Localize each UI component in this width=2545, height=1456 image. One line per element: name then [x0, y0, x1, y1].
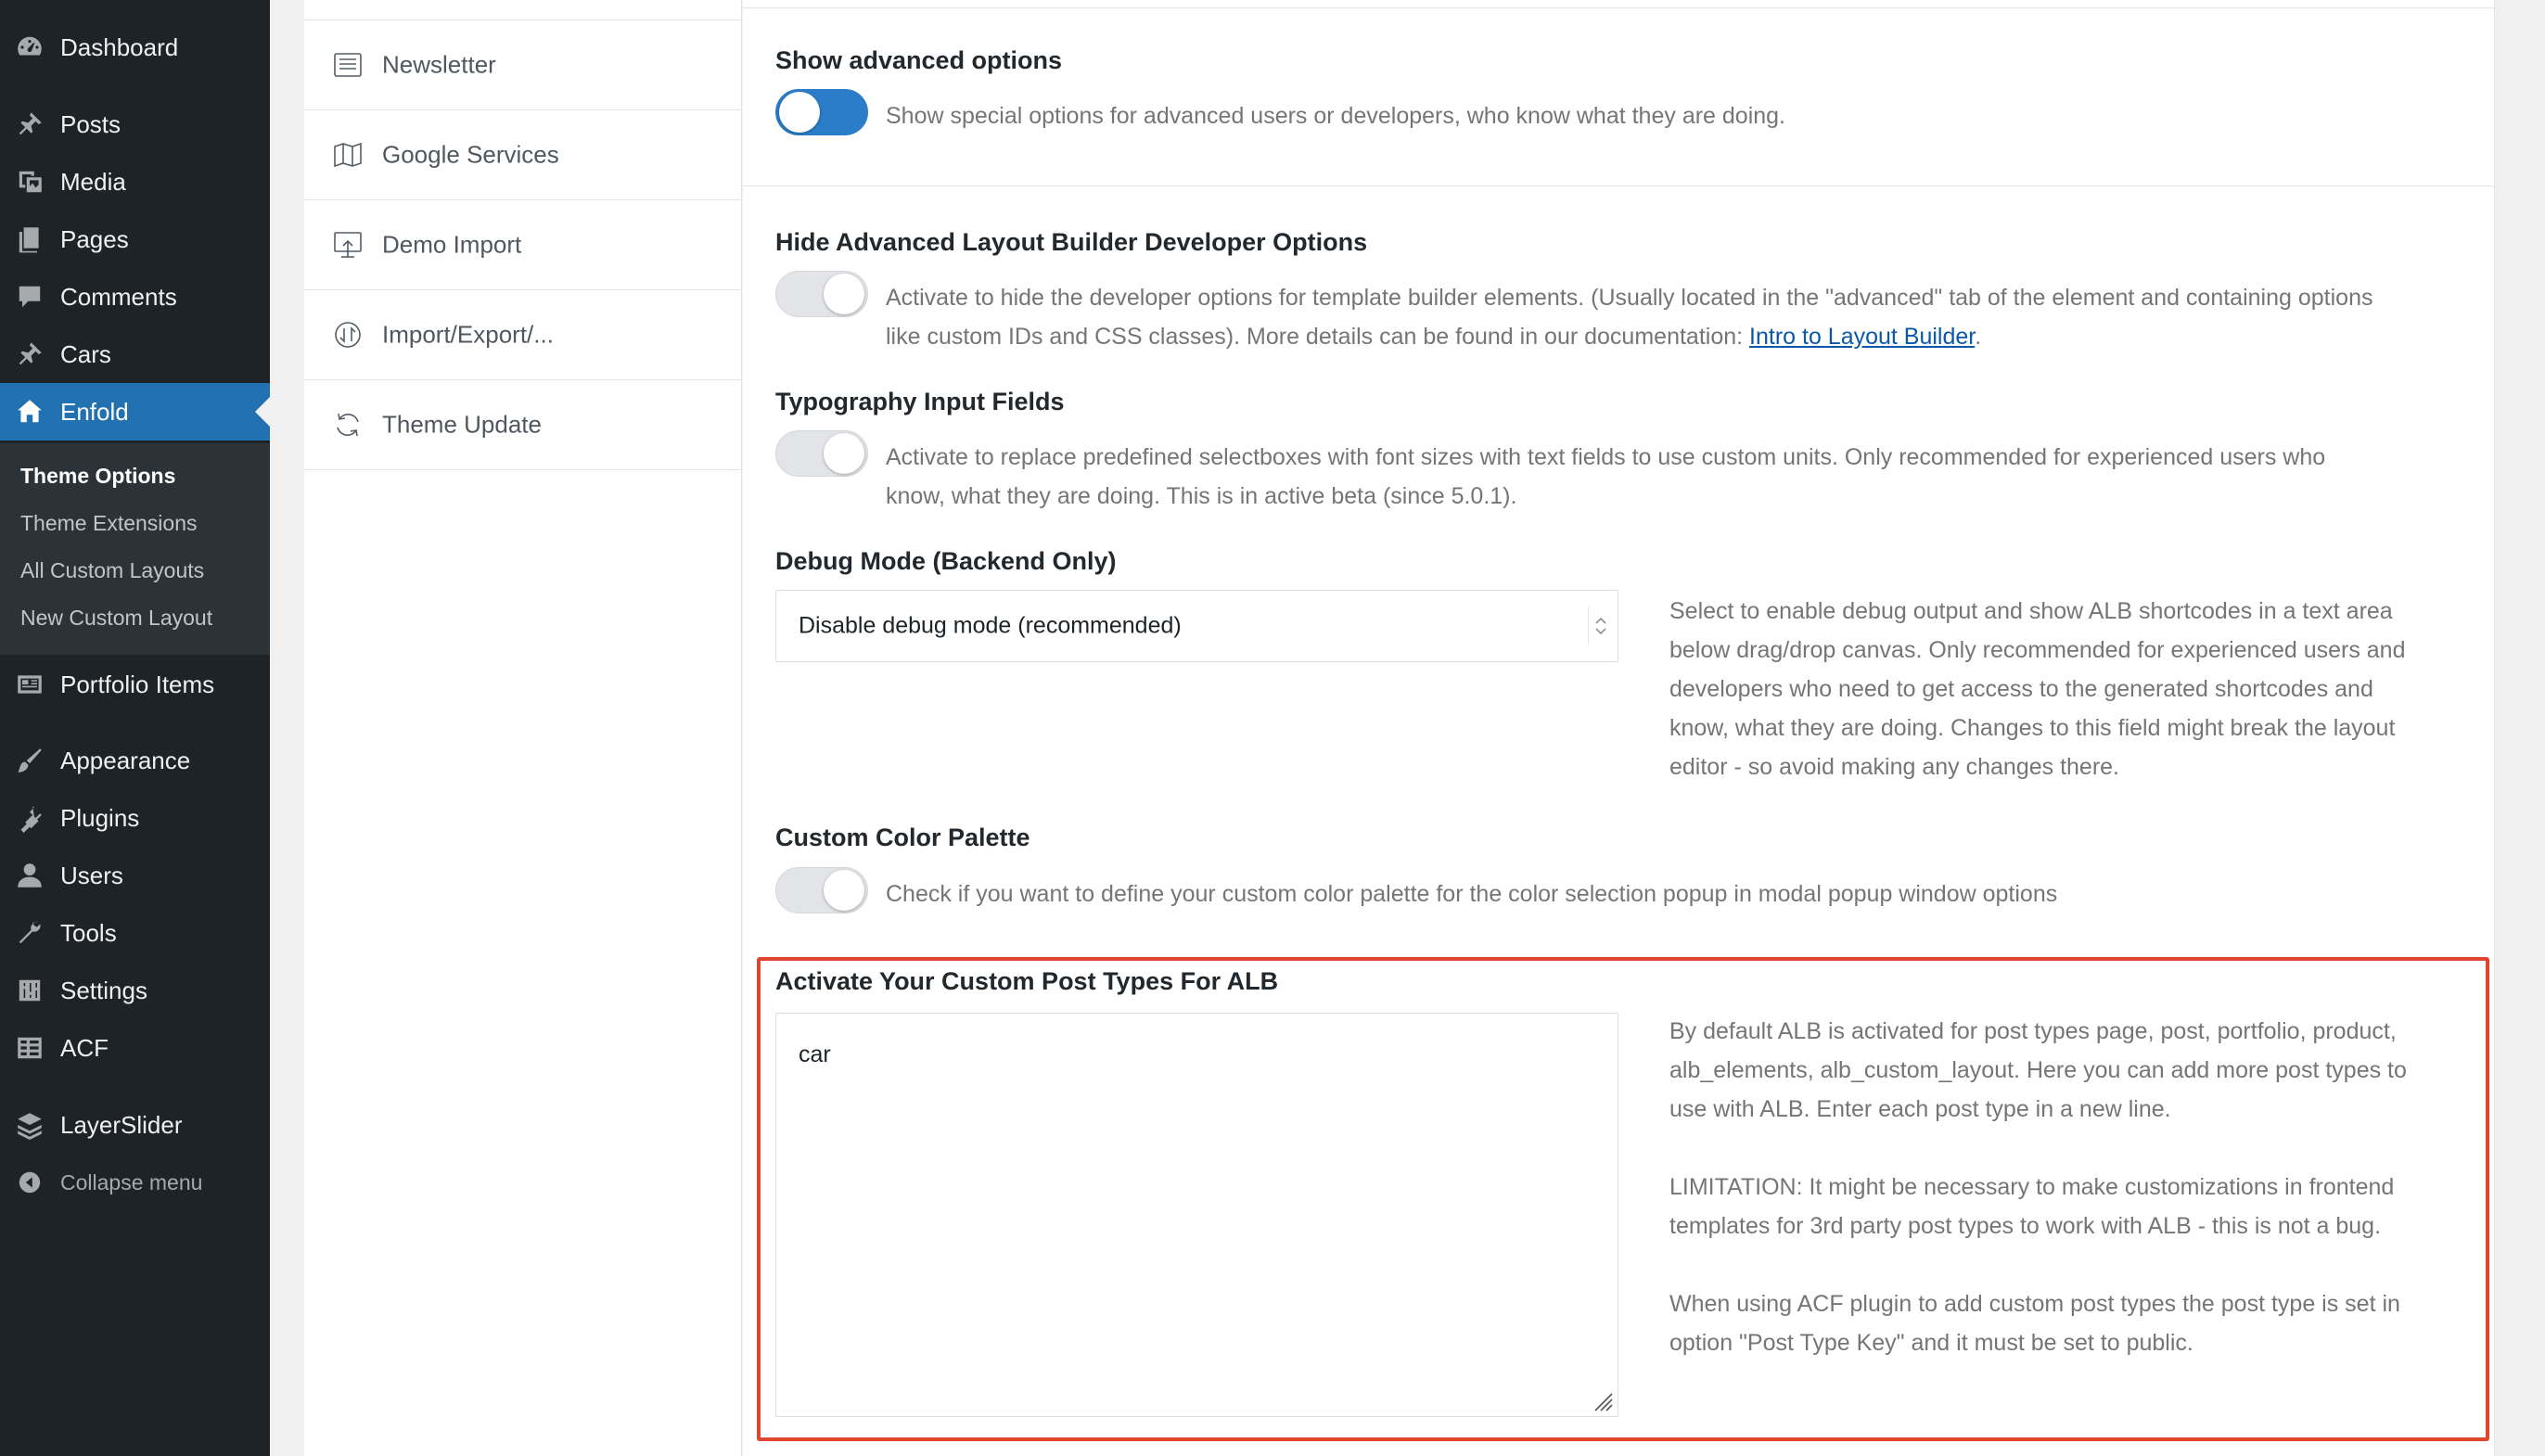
desc-line: Activate to replace predefined selectboxes with font sizes with text fields to use custom units. Only recommended for experienced users who [886, 444, 2326, 470]
refresh-icon [332, 409, 364, 441]
option-desc-advanced: Show special options for advanced users or developers, who know what they are doing. [886, 103, 1786, 129]
sidebar-item-label: Dashboard [60, 32, 179, 61]
sidebar-item-label: Media [60, 167, 126, 196]
desc-line: Activate to hide the developer options for template builder elements. (Usually located in the "advanced" tab of the element and containing options [886, 285, 2373, 311]
sidebar-item-dashboard[interactable] [0, 19, 270, 76]
admin-sidebar [0, 0, 270, 1456]
submenu-item-theme-extensions[interactable]: Theme Extensions [20, 511, 198, 535]
textarea-value: car [799, 1041, 831, 1067]
panel-border [2494, 0, 2495, 1456]
section-divider [743, 185, 2494, 186]
desc-text: like custom IDs and CSS classes). More details can be found in our documentation: [886, 324, 1750, 350]
import-export-icon [332, 319, 364, 351]
pages-icon [14, 224, 45, 255]
sidebar-item-label: LayerSlider [60, 1110, 183, 1139]
sidebar-item-comments[interactable] [0, 268, 270, 326]
section-divider [743, 7, 2494, 8]
sidebar-item-label: Posts [60, 109, 121, 138]
sidebar-item-label: Enfold [60, 397, 129, 426]
sidebar-item-label: ACF [60, 1033, 109, 1062]
desc-line [886, 317, 2372, 356]
submenu-item-new-custom-layout[interactable]: New Custom Layout [20, 606, 213, 630]
sidebar-item-label: Comments [60, 282, 177, 311]
desc-spacer [1669, 1129, 2467, 1168]
portfolio-icon [14, 669, 45, 700]
toggle-hide-alb-dev[interactable] [775, 271, 868, 317]
sidebar-item-label: Appearance [60, 746, 191, 774]
options-nav-item-newsletter[interactable] [304, 20, 742, 110]
desc-line: know, what they are doing. Changes to this field might break the layout [1669, 715, 2396, 741]
options-nav-item-google-services[interactable] [304, 110, 742, 200]
newsletter-icon [332, 49, 364, 81]
option-desc-debug [1669, 592, 2467, 786]
sidebar-item-tools[interactable] [0, 904, 270, 962]
toggle-knob [824, 274, 864, 314]
desc-line: editor - so avoid making any changes there. [1669, 754, 2119, 780]
sidebar-item-label: Plugins [60, 803, 140, 832]
user-icon [14, 860, 45, 891]
options-nav-label: Newsletter [382, 50, 496, 79]
settings-icon [14, 975, 45, 1006]
pushpin-icon [14, 338, 45, 370]
toggle-custom-color-palette[interactable] [775, 867, 868, 913]
options-nav-item-demo-import[interactable] [304, 200, 742, 290]
desc-line: By default ALB is activated for post types page, post, portfolio, product, [1669, 1018, 2397, 1044]
option-desc-custom-post-types [1669, 1012, 2467, 1362]
options-nav-item-theme-update[interactable] [304, 380, 742, 470]
submenu-item-all-custom-layouts[interactable]: All Custom Layouts [20, 558, 205, 582]
sidebar-item-cars[interactable] [0, 326, 270, 383]
home-icon [14, 396, 45, 428]
enfold-submenu [0, 443, 270, 655]
toggle-knob [779, 92, 820, 133]
desc-line: use with ALB. Enter each post type in a new line. [1669, 1096, 2171, 1122]
comment-icon [14, 281, 45, 313]
sidebar-item-plugins[interactable] [0, 789, 270, 847]
custom-post-types-textarea[interactable] [775, 1013, 1618, 1417]
layers-icon [14, 1109, 45, 1141]
submenu-item-theme-options[interactable]: Theme Options [20, 464, 176, 488]
option-desc-color-palette: Check if you want to define your custom color palette for the color selection popup in modal popup window options [886, 881, 2058, 907]
toggle-knob [824, 433, 864, 474]
options-nav-label: Theme Update [382, 410, 542, 439]
desc-line: Select to enable debug output and show ALB shortcodes in a text area [1669, 598, 2393, 624]
sidebar-item-label: Portfolio Items [60, 670, 215, 698]
options-nav-item-import-export[interactable] [304, 290, 742, 380]
desc-spacer [1669, 1245, 2467, 1284]
collapse-icon [14, 1167, 45, 1198]
import-icon [332, 229, 364, 261]
collapse-menu-button[interactable] [0, 1154, 270, 1211]
collapse-menu-label: Collapse menu [60, 1169, 203, 1194]
sidebar-item-posts[interactable] [0, 96, 270, 153]
sidebar-item-portfolio-items[interactable] [0, 656, 270, 713]
toggle-knob [824, 870, 864, 911]
option-title-hide-alb-dev: Hide Advanced Layout Builder Developer Options [775, 228, 1368, 256]
desc-line: below drag/drop canvas. Only recommended for experienced users and [1669, 637, 2406, 663]
sidebar-item-layerslider[interactable] [0, 1096, 270, 1154]
option-desc-typography [886, 438, 2325, 516]
desc-line: alb_elements, alb_custom_layout. Here you can add more post types to [1669, 1057, 2407, 1083]
desc-line: When using ACF plugin to add custom post types the post type is set in [1669, 1291, 2400, 1317]
dashboard-icon [14, 32, 45, 63]
sidebar-item-media[interactable] [0, 153, 270, 211]
options-nav-label: Demo Import [382, 230, 522, 259]
map-icon [332, 139, 364, 171]
desc-text: . [1975, 324, 1982, 350]
pushpin-icon [14, 109, 45, 140]
media-icon [14, 166, 45, 198]
sidebar-item-users[interactable] [0, 847, 270, 904]
paintbrush-icon [14, 745, 45, 776]
option-title-debug: Debug Mode (Backend Only) [775, 547, 1117, 575]
toggle-typography-fields[interactable] [775, 430, 868, 477]
resize-grip-icon[interactable] [1590, 1388, 1614, 1412]
sidebar-item-label: Pages [60, 224, 129, 253]
sidebar-item-pages[interactable] [0, 211, 270, 268]
table-icon [14, 1032, 45, 1064]
desc-line: templates for 3rd party post types to work with ALB - this is not a bug. [1669, 1213, 2382, 1239]
intro-to-layout-builder-link[interactable]: Intro to Layout Builder [1749, 324, 1976, 350]
plugin-icon [14, 802, 45, 834]
option-title-typography: Typography Input Fields [775, 388, 1065, 415]
options-nav-divider [304, 0, 742, 20]
desc-line: LIMITATION: It might be necessary to make customizations in frontend [1669, 1174, 2395, 1200]
select-arrows-icon [1588, 607, 1612, 645]
desc-line: option "Post Type Key" and it must be set to public. [1669, 1330, 2193, 1356]
sidebar-item-settings[interactable] [0, 962, 270, 1019]
wrench-icon [14, 917, 45, 949]
option-title-custom-post-types: Activate Your Custom Post Types For ALB [775, 967, 1279, 995]
sidebar-item-acf[interactable] [0, 1019, 270, 1077]
debug-mode-select[interactable] [775, 590, 1618, 662]
desc-line: know, what they are doing. This is in active beta (since 5.0.1). [886, 483, 1517, 509]
sidebar-item-label: Users [60, 861, 123, 889]
option-title-advanced: Show advanced options [775, 46, 1063, 74]
desc-line: developers who need to get access to the generated shortcodes and [1669, 676, 2373, 702]
sidebar-item-appearance[interactable] [0, 732, 270, 789]
sidebar-item-label: Tools [60, 918, 117, 947]
toggle-advanced-options[interactable] [775, 89, 868, 135]
sidebar-item-label: Cars [60, 339, 111, 368]
options-nav-label: Import/Export/... [382, 320, 554, 349]
option-title-color-palette: Custom Color Palette [775, 824, 1030, 851]
options-nav-label: Google Services [382, 140, 559, 169]
theme-options-nav [304, 0, 742, 1456]
sidebar-item-label: Settings [60, 976, 147, 1004]
option-desc-hide-alb-dev [886, 278, 2372, 356]
debug-mode-selected: Disable debug mode (recommended) [799, 612, 1182, 639]
sidebar-item-enfold[interactable] [0, 383, 270, 441]
